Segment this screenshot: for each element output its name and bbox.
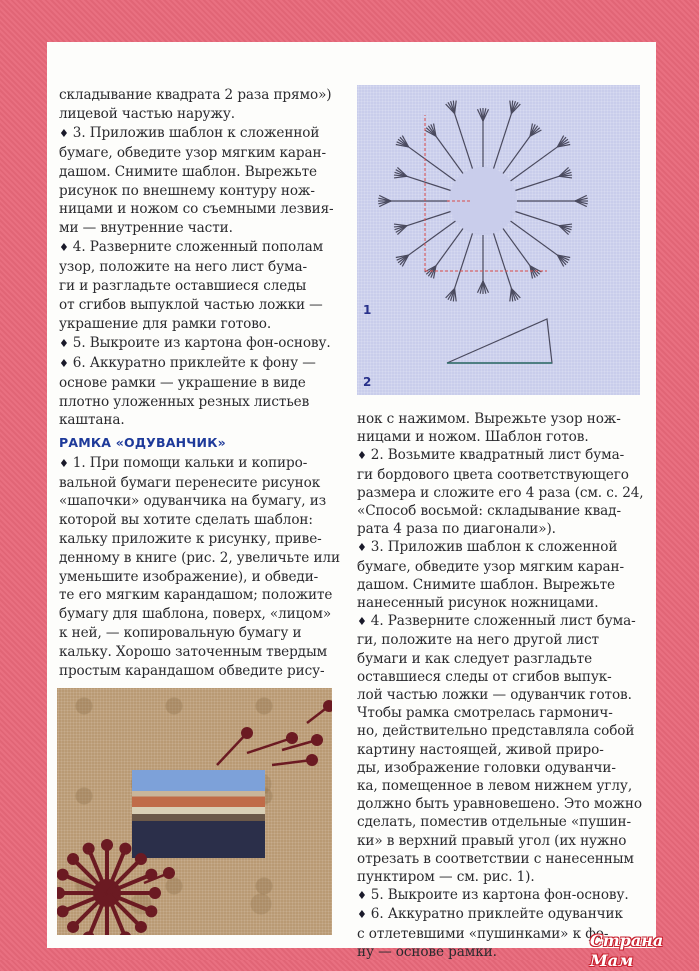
text-line: лой частью ложки — одуванчик готов. <box>357 687 632 704</box>
text-line: каштана. <box>59 412 125 429</box>
watermark: Страна Мам <box>590 931 664 970</box>
seed-stem <box>455 233 473 288</box>
cutout-fluff <box>67 853 79 865</box>
text-line: вальной бумаги перенесите рисунок <box>59 474 321 491</box>
text-line: плотно уложенных резных листьев <box>59 393 310 410</box>
text-line <box>59 354 349 374</box>
text-line: картину настоящей, живой приро- <box>357 741 604 758</box>
seed-stem <box>511 221 558 255</box>
seed-stem <box>494 114 512 169</box>
cutout-fluff <box>57 905 69 917</box>
text-line: оставшиеся следы от сгибов выпук- <box>357 668 612 685</box>
text-line: от сгибов выпуклой частью ложки — <box>59 296 323 313</box>
text-line: ну — основе рамки. <box>357 943 497 960</box>
text-line: дашом. Снимите шаблон. Вырежьте <box>59 163 317 180</box>
cutout-fluff <box>135 921 147 933</box>
step-text: 6. Аккуратно приклейте к фону — <box>72 354 316 371</box>
text-line: украшение для рамки готово. <box>59 315 272 332</box>
text-line: бумаги и как следует разгладьте <box>357 650 593 667</box>
dandelion-template-icon <box>357 85 640 395</box>
seed-stem <box>503 229 530 266</box>
flying-seed <box>217 733 247 765</box>
bullet-icon: ♦ <box>357 908 367 922</box>
text-line: сделать, поместив отдельные «пушин- <box>357 814 631 831</box>
bullet-icon: ♦ <box>357 449 367 463</box>
seed-stem <box>436 229 463 266</box>
cutout-fluff <box>119 843 131 855</box>
text-line <box>357 905 652 924</box>
seed-fluff <box>455 101 457 114</box>
dandelion-segment-icon <box>447 319 552 363</box>
bullet-icon: ♦ <box>357 615 367 629</box>
figure-label-1: 1 <box>363 303 372 317</box>
text-line: ды, изображение головки одуванчи- <box>357 759 616 776</box>
cutout-fluff <box>135 853 147 865</box>
section-heading: РАМКА «ОДУВАНЧИК» <box>59 435 226 450</box>
dandelion-frame-photo <box>57 688 332 935</box>
text-line: дашом. Снимите шаблон. Вырежьте <box>357 576 615 593</box>
cutout-fluff <box>149 887 161 899</box>
text-line: бумаге, обведите узор мягким каран- <box>59 144 326 161</box>
bullet-icon: ♦ <box>59 456 69 470</box>
step-text: 3. Приложив шаблон к сложенной <box>72 124 320 141</box>
seed-stem <box>407 212 451 226</box>
text-line <box>357 538 652 557</box>
seed-stem <box>511 147 558 181</box>
text-line <box>59 334 349 354</box>
text-line: нанесенный рисунок ножницами. <box>357 595 599 612</box>
text-line: «шапочки» одуванчика на бумагу, из <box>59 493 327 510</box>
text-line: рата 4 раза по диагонали»). <box>357 521 556 538</box>
seed-stem <box>515 176 559 190</box>
text-line: Чтобы рамка смотрелась гармонич- <box>357 705 613 722</box>
text-line: уменьшите изображение), и обведи- <box>59 568 319 585</box>
cutout-fluff <box>67 921 79 933</box>
text-line <box>357 612 652 631</box>
seed-fluff <box>559 176 572 178</box>
step-text: 1. При помощи кальки и копиро- <box>72 454 308 471</box>
text-line: узор, положите на него лист бума- <box>59 259 307 276</box>
text-line: пунктиром — см. рис. 1). <box>357 869 535 886</box>
seed-stem <box>409 147 456 181</box>
bullet-icon: ♦ <box>357 541 367 555</box>
seed-fluff <box>394 224 407 226</box>
cutout-fluff <box>145 905 157 917</box>
text-line: те его мягким карандашом; положите <box>59 587 333 604</box>
bullet-icon: ♦ <box>59 336 69 350</box>
seed-stem <box>503 136 530 173</box>
figure-label-2: 2 <box>363 375 372 389</box>
text-line: ницами и ножом со съемными лезвия- <box>59 201 334 218</box>
step-text: 3. Приложив шаблон к сложенной <box>370 539 618 556</box>
seed-stem <box>455 114 473 169</box>
dandelion-diagram <box>357 85 640 395</box>
flying-seed-fluff <box>163 867 175 879</box>
text-line: ги и разгладьте оставшиеся следы <box>59 278 307 295</box>
text-line: с отлетевшими «пушинками» к фо- <box>357 925 609 942</box>
bullet-icon: ♦ <box>357 889 367 903</box>
cutout-fluff <box>57 869 69 881</box>
text-line: но, действительно представляла собой <box>357 723 635 740</box>
step-text: 5. Выкроите из картона фон-основу. <box>370 887 629 904</box>
text-line <box>357 886 652 905</box>
seed-stem <box>436 136 463 173</box>
bullet-icon: ♦ <box>59 356 69 370</box>
step-text: 4. Разверните сложенный лист бума- <box>370 613 636 630</box>
text-line: рисунок по внешнему контуру нож- <box>59 182 315 199</box>
flying-seed <box>247 738 292 753</box>
right-column-text <box>357 410 652 961</box>
seed-fluff <box>510 288 512 301</box>
text-line: размера и сложите его 4 раза (см. с. 24, <box>357 484 644 501</box>
text-line: лицевой частью наружу. <box>59 105 235 122</box>
seed-stem <box>515 212 559 226</box>
text-line <box>357 446 652 465</box>
seed-stem <box>494 233 512 288</box>
text-line: кальку. Хорошо заточенным твердым <box>59 643 328 660</box>
text-line: простым карандашом обведите рису- <box>59 662 325 679</box>
cutout-fluff <box>57 887 65 899</box>
text-line: ги бордового цвета соответствующего <box>357 466 629 483</box>
flying-seed-fluff <box>306 754 318 766</box>
text-line: ги, положите на него другой лист <box>357 632 599 649</box>
text-line: должно быть уравновешено. Это можно <box>357 796 642 813</box>
bullet-icon: ♦ <box>59 126 69 140</box>
flying-seed-fluff <box>286 732 298 744</box>
text-line: ми — внутренние части. <box>59 220 233 237</box>
text-line: которой вы хотите сделать шаблон: <box>59 512 313 529</box>
flying-seed <box>272 760 312 765</box>
bullet-icon: ♦ <box>59 241 69 255</box>
text-line: складывание квадрата 2 раза прямо») <box>59 87 332 103</box>
text-line <box>59 454 349 474</box>
flying-seed-fluff <box>311 734 323 746</box>
step-text: 5. Выкроите из картона фон-основу. <box>72 334 331 351</box>
step-text: 4. Разверните сложенный пополам <box>72 239 324 256</box>
step-text: 6. Аккуратно приклейте одуванчик <box>370 906 623 923</box>
text-line: отрезать в соответствии с нанесенным <box>357 850 634 867</box>
text-line: бумагу для шаблона, поверх, «лицом» <box>59 606 332 623</box>
text-line: кальку приложите к рисунку, приве- <box>59 530 322 547</box>
dandelion-cutout-icon <box>57 688 332 935</box>
cutout-fluff <box>101 839 113 851</box>
text-line: бумаге, обведите узор мягким каран- <box>357 558 624 575</box>
text-line <box>59 124 349 144</box>
seed-stem <box>407 176 451 190</box>
step-text: 2. Возьмите квадратный лист бума- <box>370 447 625 464</box>
left-column-steps <box>59 454 349 681</box>
text-line: нок с нажимом. Вырежьте узор нож- <box>357 411 621 427</box>
flying-seed-fluff <box>241 727 253 739</box>
text-line: ницами и ножом. Шаблон готов. <box>357 429 589 446</box>
text-line: «Способ восьмой: складывание квад- <box>357 503 621 520</box>
text-line: основе рамки — украшение в виде <box>59 374 306 391</box>
seed-stem <box>409 221 456 255</box>
text-line <box>59 238 349 258</box>
left-column-top-text <box>59 86 349 430</box>
text-line: ка, помещенное в левом нижнем углу, <box>357 778 633 795</box>
text-line: к ней, — копировальную бумагу и <box>59 624 302 641</box>
text-line: денному в книге (рис. 2, увеличьте или <box>59 549 340 566</box>
cutout-fluff <box>83 843 95 855</box>
text-line: ки» в верхний правый угол (их нужно <box>357 832 627 849</box>
left-column-instructions <box>59 434 349 680</box>
